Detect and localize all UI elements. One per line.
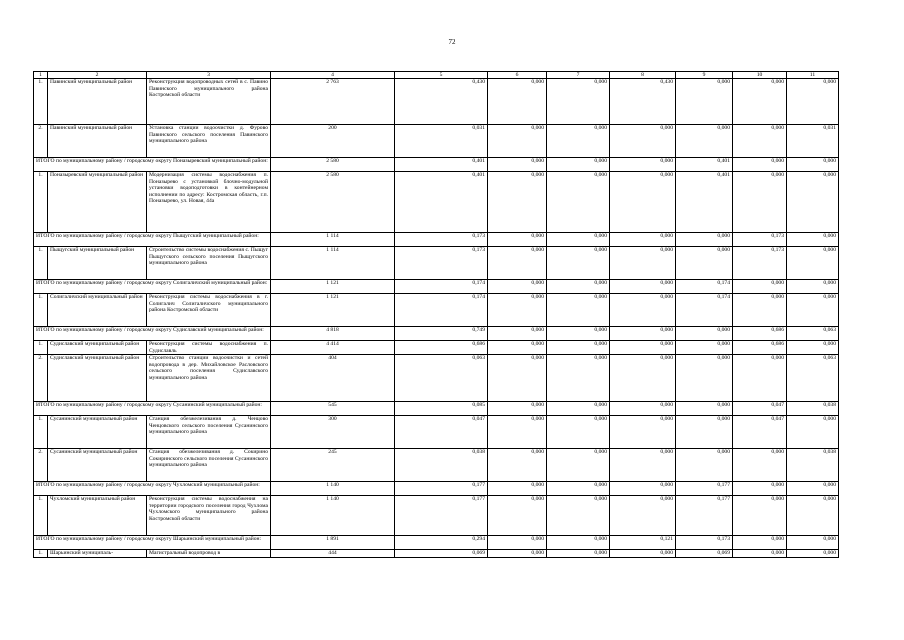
value-cell: 0,686 xyxy=(395,341,488,355)
value-cell: 0,000 xyxy=(610,247,676,280)
value-cell: 0,000 xyxy=(787,550,839,558)
value-cell: 0,000 xyxy=(488,158,547,172)
value-cell: 0,173 xyxy=(395,247,488,280)
value-cell: 0,000 xyxy=(787,233,839,247)
value-cell: 0,000 xyxy=(676,416,733,449)
value-cell: 0,000 xyxy=(488,449,547,482)
total-label: ИТОГО по муниципальному району / городскому округу Судиславский муниципальный район: xyxy=(34,327,271,341)
value-cell: 0,401 xyxy=(395,172,488,233)
value-cell: 0,177 xyxy=(676,496,733,536)
value-cell: 0,173 xyxy=(395,233,488,247)
value-cell: 0,000 xyxy=(488,125,547,158)
total-row xyxy=(34,327,839,341)
value-cell: 0,000 xyxy=(733,536,787,550)
project-name: Реконструкция системы водоснабжения п. Судиславль xyxy=(147,341,271,355)
district-name: Павинский муниципальный район xyxy=(48,79,147,125)
table-row xyxy=(34,449,839,482)
value-cell: 0,000 xyxy=(488,416,547,449)
value-cell: 0,000 xyxy=(733,496,787,536)
district-name: Сусанинский муниципальный район xyxy=(48,416,147,449)
column-number: 6 xyxy=(488,72,547,79)
value-cell: 0,000 xyxy=(733,172,787,233)
district-name: Солигаличский муниципальный район xyxy=(48,294,147,327)
total-row xyxy=(34,536,839,550)
value-cell: 0,000 xyxy=(733,355,787,402)
value-cell: 0,749 xyxy=(395,327,488,341)
value-cell: 2 580 xyxy=(271,172,395,233)
value-cell: 0,000 xyxy=(676,233,733,247)
value-cell: 0,000 xyxy=(787,482,839,496)
value-cell: 0,000 xyxy=(610,172,676,233)
value-cell: 0,000 xyxy=(610,482,676,496)
value-cell: 0,000 xyxy=(547,280,610,294)
value-cell: 0,000 xyxy=(676,402,733,416)
value-cell: 300 xyxy=(271,416,395,449)
value-cell: 1 891 xyxy=(271,536,395,550)
value-cell: 0,000 xyxy=(547,550,610,558)
value-cell: 0,047 xyxy=(395,416,488,449)
value-cell: 0,000 xyxy=(488,341,547,355)
value-cell: 0,000 xyxy=(787,416,839,449)
value-cell: 245 xyxy=(271,449,395,482)
project-name: Магистральный водопровод в xyxy=(147,550,271,558)
project-name: Модернизация системы водоснабжения п. Поназырево с установкой блочно-модульной установки водоподготовки в контейнерном исполнении по адресу: Костромская область, г.п. Поназырево, ул. Новая, 44а xyxy=(147,172,271,233)
row-number: 2. xyxy=(34,449,48,482)
district-name: Сусанинский муниципальный район xyxy=(48,449,147,482)
value-cell: 0,000 xyxy=(547,233,610,247)
value-cell: 0,000 xyxy=(676,341,733,355)
value-cell: 0,177 xyxy=(395,496,488,536)
value-cell: 0,686 xyxy=(733,341,787,355)
total-row xyxy=(34,233,839,247)
project-name: Реконструкция системы водоснабжения в г. Солигалич Солигаличского муниципального района Костромской области xyxy=(147,294,271,327)
value-cell: 0,000 xyxy=(610,416,676,449)
table-body xyxy=(34,72,839,558)
value-cell: 0,173 xyxy=(676,536,733,550)
total-label: ИТОГО по муниципальному району / городскому округу Пыщугский муниципальный район: xyxy=(34,233,271,247)
value-cell: 0,000 xyxy=(787,496,839,536)
value-cell: 0,000 xyxy=(547,536,610,550)
value-cell: 0,000 xyxy=(610,158,676,172)
value-cell: 1 121 xyxy=(271,294,395,327)
total-label: ИТОГО по муниципальному району / городскому округу Поназыревский муниципальный район: xyxy=(34,158,271,172)
value-cell: 0,000 xyxy=(676,327,733,341)
value-cell: 0,000 xyxy=(733,280,787,294)
value-cell: 0,000 xyxy=(610,402,676,416)
value-cell: 0,000 xyxy=(488,247,547,280)
value-cell: 0,000 xyxy=(733,482,787,496)
value-cell: 1 114 xyxy=(271,233,395,247)
column-number: 3 xyxy=(147,72,271,79)
value-cell: 0,177 xyxy=(395,482,488,496)
value-cell: 0,000 xyxy=(787,341,839,355)
value-cell: 0,000 xyxy=(733,79,787,125)
value-cell: 0,000 xyxy=(733,294,787,327)
value-cell: 0,000 xyxy=(610,341,676,355)
value-cell: 0,000 xyxy=(610,280,676,294)
column-number: 11 xyxy=(787,72,839,79)
value-cell: 0,000 xyxy=(488,172,547,233)
value-cell: 0,294 xyxy=(395,536,488,550)
value-cell: 0,000 xyxy=(547,158,610,172)
value-cell: 4 818 xyxy=(271,327,395,341)
value-cell: 0,000 xyxy=(610,355,676,402)
value-cell: 0,000 xyxy=(733,158,787,172)
value-cell: 0,000 xyxy=(676,79,733,125)
value-cell: 0,000 xyxy=(676,355,733,402)
value-cell: 0,085 xyxy=(395,402,488,416)
value-cell: 0,063 xyxy=(787,355,839,402)
value-cell: 0,174 xyxy=(395,280,488,294)
total-row xyxy=(34,280,839,294)
table-row xyxy=(34,416,839,449)
row-number: 1. xyxy=(34,79,48,125)
value-cell: 0,000 xyxy=(488,536,547,550)
column-number-row xyxy=(34,72,839,79)
value-cell: 0,000 xyxy=(787,294,839,327)
value-cell: 0,000 xyxy=(547,402,610,416)
district-name: Павинский муниципальный район xyxy=(48,125,147,158)
value-cell: 0,031 xyxy=(787,125,839,158)
value-cell: 0,038 xyxy=(395,449,488,482)
value-cell: 0,063 xyxy=(395,355,488,402)
district-name: Чухломский муниципальный район xyxy=(48,496,147,536)
project-name: Реконструкция водопроводных сетей в с. Павино Павинского муниципального района Костромской области xyxy=(147,79,271,125)
value-cell: 0,000 xyxy=(488,280,547,294)
project-name: Строительство станции водоочистки и сетей водопровода в дер. Михайловское Расловского сельского поселения Судиславского муниципального района xyxy=(147,355,271,402)
value-cell: 0,000 xyxy=(676,449,733,482)
value-cell: 0,401 xyxy=(395,158,488,172)
value-cell: 0,000 xyxy=(787,247,839,280)
value-cell: 0,000 xyxy=(610,550,676,558)
value-cell: 0,000 xyxy=(547,482,610,496)
value-cell: 0,000 xyxy=(547,247,610,280)
value-cell: 0,401 xyxy=(676,158,733,172)
table-row xyxy=(34,172,839,233)
value-cell: 4 414 xyxy=(271,341,395,355)
value-cell: 1 140 xyxy=(271,496,395,536)
total-label: ИТОГО по муниципальному району / городскому округу Солигаличский муниципальный район: xyxy=(34,280,271,294)
column-number: 1 xyxy=(34,72,48,79)
value-cell: 0,121 xyxy=(610,536,676,550)
value-cell: 0,000 xyxy=(610,327,676,341)
value-cell: 0,000 xyxy=(547,449,610,482)
value-cell: 0,000 xyxy=(787,158,839,172)
value-cell: 0,000 xyxy=(787,172,839,233)
value-cell: 2 763 xyxy=(271,79,395,125)
value-cell: 0,173 xyxy=(733,247,787,280)
project-name: Установка станции водоочистки д. Фурово Павинского сельского поселения Павинского муниципального района xyxy=(147,125,271,158)
table-row xyxy=(34,550,839,558)
value-cell: 1 140 xyxy=(271,482,395,496)
value-cell: 0,430 xyxy=(610,79,676,125)
value-cell: 1 121 xyxy=(271,280,395,294)
row-number: 1. xyxy=(34,496,48,536)
value-cell: 0,000 xyxy=(610,233,676,247)
value-cell: 0,000 xyxy=(733,449,787,482)
value-cell: 0,038 xyxy=(787,402,839,416)
page-number: 72 xyxy=(448,38,456,46)
row-number: 1. xyxy=(34,294,48,327)
value-cell: 0,000 xyxy=(488,496,547,536)
value-cell: 0,000 xyxy=(547,496,610,536)
value-cell: 0,000 xyxy=(547,294,610,327)
value-cell: 0,177 xyxy=(676,482,733,496)
value-cell: 0,000 xyxy=(787,79,839,125)
total-row xyxy=(34,482,839,496)
value-cell: 0,069 xyxy=(395,550,488,558)
column-number: 2 xyxy=(48,72,147,79)
value-cell: 0,000 xyxy=(610,294,676,327)
value-cell: 0,173 xyxy=(733,233,787,247)
value-cell: 0,000 xyxy=(488,294,547,327)
table-row xyxy=(34,125,839,158)
value-cell: 0,174 xyxy=(676,280,733,294)
column-number: 7 xyxy=(547,72,610,79)
table-row xyxy=(34,496,839,536)
column-number: 5 xyxy=(395,72,488,79)
project-name: Станция обезжелезивания д. Ченцово Ченцовского сельского поселения Сусанинского муниципального района xyxy=(147,416,271,449)
project-name: Станция обезжелезивания д. Сокирино Сокиринского сельского поселения Сусанинского муниципального района xyxy=(147,449,271,482)
value-cell: 0,047 xyxy=(733,402,787,416)
value-cell: 0,401 xyxy=(676,172,733,233)
value-cell: 0,000 xyxy=(547,355,610,402)
value-cell: 0,000 xyxy=(488,327,547,341)
district-name: Судиславский муниципальный район xyxy=(48,341,147,355)
row-number: 2. xyxy=(34,355,48,402)
value-cell: 0,000 xyxy=(488,79,547,125)
row-number: 1. xyxy=(34,341,48,355)
value-cell: 0,000 xyxy=(547,416,610,449)
value-cell: 0,038 xyxy=(787,449,839,482)
value-cell: 0,069 xyxy=(676,550,733,558)
value-cell: 1 114 xyxy=(271,247,395,280)
row-number: 1. xyxy=(34,172,48,233)
value-cell: 0,000 xyxy=(610,496,676,536)
total-label: ИТОГО по муниципальному району / городскому округу Сусанинский муниципальный район: xyxy=(34,402,271,416)
value-cell: 0,000 xyxy=(488,402,547,416)
value-cell: 0,000 xyxy=(488,482,547,496)
value-cell: 545 xyxy=(271,402,395,416)
value-cell: 444 xyxy=(271,550,395,558)
value-cell: 200 xyxy=(271,125,395,158)
district-name: Пыщугский муниципальный район xyxy=(48,247,147,280)
column-number: 4 xyxy=(271,72,395,79)
project-name: Строительство системы водоснабжения с. Пыщуг Пыщугского сельского поселения Пыщугского муниципального района xyxy=(147,247,271,280)
value-cell: 0,174 xyxy=(676,294,733,327)
column-number: 8 xyxy=(610,72,676,79)
value-cell: 0,174 xyxy=(395,294,488,327)
row-number: 1. xyxy=(34,550,48,558)
total-row xyxy=(34,402,839,416)
value-cell: 0,000 xyxy=(547,172,610,233)
total-row xyxy=(34,158,839,172)
value-cell: 0,031 xyxy=(395,125,488,158)
column-number: 9 xyxy=(676,72,733,79)
value-cell: 0,000 xyxy=(676,125,733,158)
value-cell: 0,000 xyxy=(488,550,547,558)
row-number: 2. xyxy=(34,125,48,158)
value-cell: 0,000 xyxy=(488,355,547,402)
value-cell: 0,000 xyxy=(547,79,610,125)
value-cell: 0,000 xyxy=(547,327,610,341)
district-name: Поназыревский муниципальный район xyxy=(48,172,147,233)
value-cell: 0,000 xyxy=(787,536,839,550)
row-number: 1. xyxy=(34,247,48,280)
table-row xyxy=(34,355,839,402)
value-cell: 0,000 xyxy=(547,341,610,355)
table-row xyxy=(34,247,839,280)
table-row xyxy=(34,294,839,327)
value-cell: 0,000 xyxy=(488,233,547,247)
value-cell: 2 580 xyxy=(271,158,395,172)
total-label: ИТОГО по муниципальному району / городскому округу Шарьинский муниципальный район: xyxy=(34,536,271,550)
value-cell: 0,000 xyxy=(787,280,839,294)
value-cell: 0,430 xyxy=(395,79,488,125)
value-cell: 0,000 xyxy=(676,247,733,280)
row-number: 1. xyxy=(34,416,48,449)
value-cell: 404 xyxy=(271,355,395,402)
district-name: Шарьинский муниципаль- xyxy=(48,550,147,558)
total-label: ИТОГО по муниципальному району / городскому округу Чухломский муниципальный район: xyxy=(34,482,271,496)
value-cell: 0,047 xyxy=(733,416,787,449)
value-cell: 0,000 xyxy=(733,550,787,558)
column-number: 10 xyxy=(733,72,787,79)
value-cell: 0,000 xyxy=(610,449,676,482)
value-cell: 0,686 xyxy=(733,327,787,341)
project-name: Реконструкция системы водоснабжения на территории городского поселения город Чухлома Чухломского муниципального района Костромской области xyxy=(147,496,271,536)
value-cell: 0,000 xyxy=(610,125,676,158)
data-table xyxy=(33,71,839,558)
value-cell: 0,063 xyxy=(787,327,839,341)
district-name: Судиславский муниципальный район xyxy=(48,355,147,402)
value-cell: 0,000 xyxy=(733,125,787,158)
table-row xyxy=(34,79,839,125)
value-cell: 0,000 xyxy=(547,125,610,158)
table-row xyxy=(34,341,839,355)
